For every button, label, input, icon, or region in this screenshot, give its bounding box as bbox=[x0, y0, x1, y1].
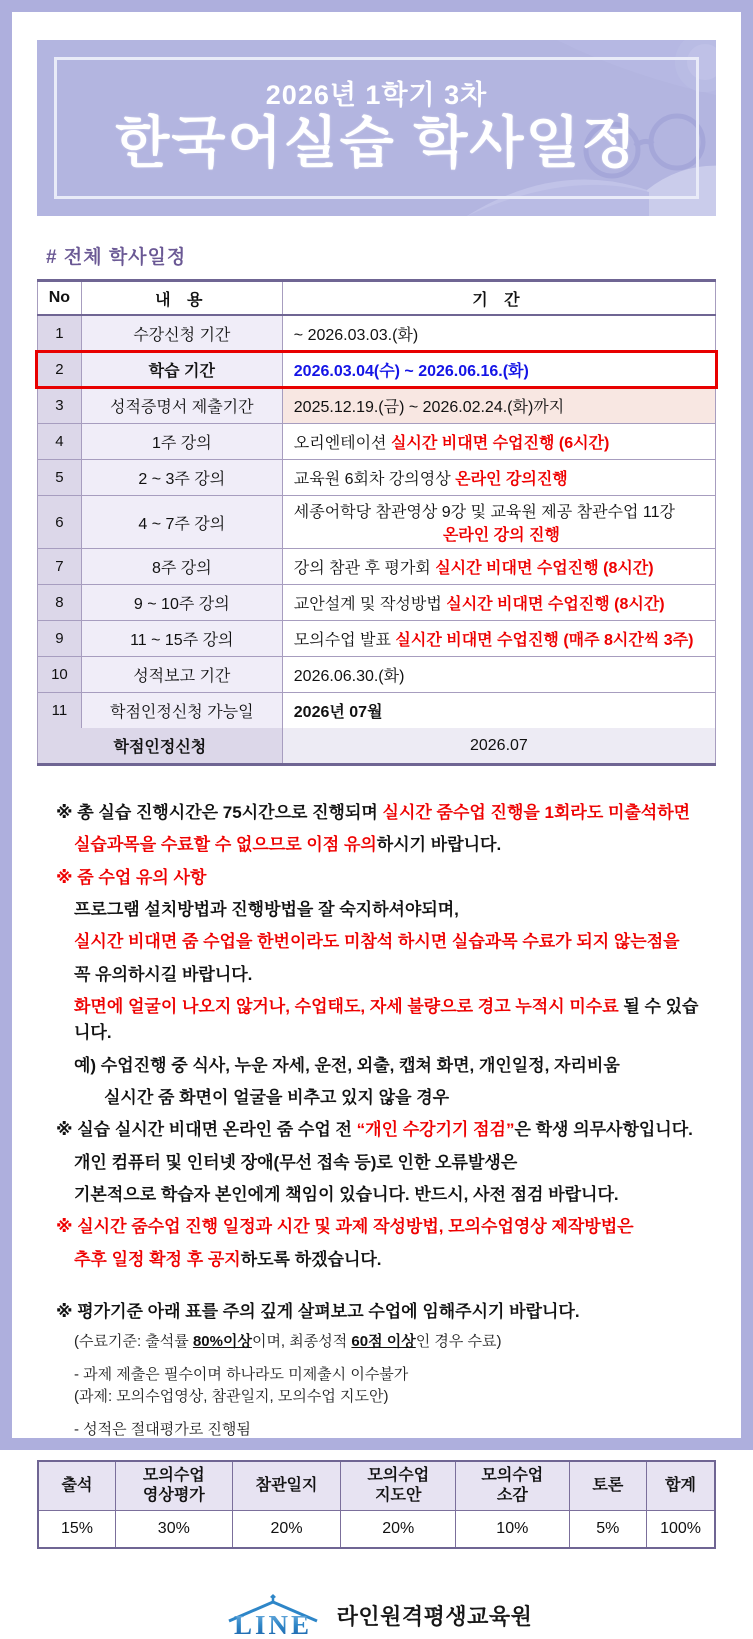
row-period bbox=[283, 693, 716, 728]
eval-header-cell bbox=[456, 1462, 569, 1510]
schedule-footer-row bbox=[37, 728, 716, 763]
note-line bbox=[56, 1214, 713, 1240]
eval-header-line: 모의수업 bbox=[481, 1466, 544, 1484]
note-segment: ※ 실시간 줌수업 진행 일정과 시간 및 과제 작성방법, 모의수업영상 제작방법은 bbox=[56, 1217, 634, 1237]
period-segment: 실시간 비대면 수업진행 (8시간) bbox=[446, 596, 665, 613]
note-line bbox=[56, 1182, 713, 1208]
eval-header-line: 영상평가 bbox=[142, 1486, 205, 1504]
evaluation-table bbox=[37, 1460, 716, 1549]
note-segment: 프로그램 설치방법과 진행방법을 잘 숙지하셔야되며, bbox=[74, 900, 459, 920]
note-segment: ※ 실습 실시간 비대면 온라인 줌 수업 전 bbox=[56, 1120, 357, 1140]
row-number: 7 bbox=[37, 549, 82, 584]
note-segment: 은 학생 의무사항입니다. bbox=[514, 1120, 693, 1140]
note-segment: 으로 진행되며 bbox=[274, 803, 383, 822]
schedule-row bbox=[37, 460, 716, 496]
note-line bbox=[56, 994, 713, 1047]
eval-header-line: 참관일지 bbox=[255, 1476, 318, 1494]
note-segment: (수료기준: 출석률 bbox=[74, 1332, 193, 1350]
row-content: 2 ~ 3주 강의 bbox=[82, 460, 283, 495]
row-content: 학점인정신청 가능일 bbox=[82, 693, 283, 728]
note-line bbox=[56, 832, 713, 858]
note-segment: 실시간 줌 화면이 얼굴을 비추고 있지 않을 경우 bbox=[104, 1088, 450, 1108]
row-period bbox=[283, 388, 716, 423]
evaluation-value-row bbox=[39, 1510, 714, 1547]
schedule-row bbox=[37, 621, 716, 657]
note-line bbox=[56, 1053, 713, 1079]
header-no: No bbox=[37, 282, 82, 314]
period-segment: 실시간 비대면 수업진행 (매주 8시간씩 3주) bbox=[395, 632, 694, 649]
page-title: 한국어실습 학사일정 bbox=[115, 110, 638, 174]
note-line bbox=[56, 1387, 713, 1407]
note-segment: 하시기 바랍니다. bbox=[376, 835, 502, 855]
row-content: 4 ~ 7주 강의 bbox=[82, 496, 283, 548]
eval-value-cell: 100% bbox=[647, 1511, 714, 1547]
note-line bbox=[56, 1117, 713, 1143]
row-number: 8 bbox=[37, 585, 82, 620]
period-text bbox=[294, 591, 709, 614]
note-line bbox=[56, 1085, 713, 1111]
eval-value-cell: 30% bbox=[116, 1511, 233, 1547]
note-segment: ※ 평가기준 아래 표를 주의 깊게 살펴보고 수업에 임해주시기 바랍니다. bbox=[56, 1302, 580, 1322]
schedule-row bbox=[37, 316, 716, 352]
period-line bbox=[294, 358, 709, 381]
note-segment: 하도록 하겠습니다. bbox=[240, 1249, 382, 1269]
period-segment: 2026년 07월 bbox=[293, 704, 383, 721]
note-segment: ※ 줌 수업 유의 사항 bbox=[56, 867, 207, 887]
period-segment: 2026.06.30.(화) bbox=[293, 668, 405, 685]
note-line bbox=[56, 897, 713, 923]
note-segment: (과제: 모의수업영상, 참관일지, 모의수업 지도안) bbox=[74, 1387, 389, 1405]
period-segment: 세종어학당 참관영상 9강 및 교육원 제공 참관수업 11강 bbox=[293, 504, 675, 521]
note-segment: 기본적으로 학습자 본인에게 책임이 있습니다. 반드시, 사전 점검 바랍니다. bbox=[74, 1185, 619, 1205]
row-period bbox=[283, 657, 716, 692]
period-segment: 2026.03.04(수) ~ 2026.06.16.(화) bbox=[293, 363, 529, 380]
row-content: 1주 강의 bbox=[82, 424, 283, 459]
period-line bbox=[294, 430, 709, 453]
row-period bbox=[283, 496, 716, 548]
note-segment: 실시간 비대면 줌 수업을 한번이라도 미참석 하시면 실습과목 수료가 되지 않는점을 bbox=[74, 932, 680, 952]
schedule-row bbox=[37, 693, 716, 728]
eval-header-line: 모의수업 bbox=[142, 1466, 205, 1484]
note-segment: 80%이상 bbox=[192, 1332, 252, 1350]
note-line bbox=[56, 1247, 713, 1273]
row-period bbox=[283, 549, 716, 584]
row-period bbox=[283, 424, 716, 459]
period-line bbox=[294, 627, 709, 650]
eval-header-cell bbox=[233, 1462, 342, 1510]
period-line bbox=[294, 499, 709, 522]
period-text bbox=[294, 430, 709, 453]
row-content: 성적보고 기간 bbox=[82, 657, 283, 692]
period-segment: 실시간 비대면 수업진행 (8시간) bbox=[435, 560, 654, 577]
evaluation-header-row bbox=[39, 1462, 714, 1510]
period-segment: ~ 2026.03.03.(화) bbox=[293, 327, 419, 344]
note-segment: 개인 컴퓨터 및 인터넷 장애(무선 접속 등)로 인한 오류발생은 bbox=[74, 1152, 518, 1172]
note-segment: 실습과목을 수료할 수 없으므로 이점 유의 bbox=[74, 835, 377, 855]
schedule-row bbox=[37, 549, 716, 585]
note-segment: 인 경우 수료) bbox=[415, 1332, 502, 1350]
period-segment: 교육원 6회차 강의영상 bbox=[293, 471, 456, 488]
footer-logo bbox=[12, 1593, 741, 1639]
footer-label: 학점인정신청 bbox=[37, 728, 283, 763]
schedule-table-body bbox=[37, 316, 716, 728]
row-content: 11 ~ 15주 강의 bbox=[82, 621, 283, 656]
line-logo-icon bbox=[221, 1593, 325, 1639]
note-line bbox=[56, 929, 713, 955]
row-number: 10 bbox=[37, 657, 82, 692]
note-line bbox=[56, 1332, 713, 1352]
note-segment: 이며, 최종성적 bbox=[251, 1332, 352, 1350]
period-line bbox=[294, 555, 709, 578]
eval-header-cell bbox=[647, 1462, 714, 1510]
period-segment: 온라인 강의진행 bbox=[455, 471, 568, 488]
note-segment: 예) 수업진행 중 식사, 누운 자세, 운전, 외출, 캡쳐 화면, 개인일정, 자리비움 bbox=[74, 1055, 620, 1075]
note-line bbox=[56, 962, 713, 988]
row-content: 9 ~ 10주 강의 bbox=[82, 585, 283, 620]
row-content: 학습 기간 bbox=[82, 352, 283, 387]
period-text bbox=[294, 358, 709, 381]
row-content: 성적증명서 제출기간 bbox=[82, 388, 283, 423]
footer-value: 2026.07 bbox=[283, 728, 716, 763]
period-text bbox=[294, 394, 709, 417]
eval-value-cell: 20% bbox=[233, 1511, 342, 1547]
org-name: 라인원격평생교육원 bbox=[336, 1604, 533, 1629]
eval-header-cell bbox=[341, 1462, 456, 1510]
period-text bbox=[294, 466, 709, 489]
section-heading: # 전체 학사일정 bbox=[46, 247, 187, 268]
eval-header-cell bbox=[570, 1462, 648, 1510]
schedule-header-row bbox=[37, 282, 716, 316]
title-banner bbox=[37, 40, 716, 216]
period-text bbox=[294, 322, 709, 345]
eval-header-line: 출석 bbox=[61, 1476, 93, 1494]
note-line bbox=[56, 1150, 713, 1176]
note-line bbox=[56, 1365, 713, 1385]
row-period bbox=[283, 621, 716, 656]
note-segment: 실시간 줌수업 진행을 1회라도 미출석하면 bbox=[382, 803, 691, 822]
schedule-row bbox=[37, 657, 716, 693]
note-segment: 꼭 유의하시길 바랍니다. bbox=[74, 964, 253, 984]
period-text bbox=[294, 699, 709, 722]
row-number: 3 bbox=[37, 388, 82, 423]
period-text bbox=[294, 663, 709, 686]
row-period bbox=[283, 460, 716, 495]
period-line2: 온라인 강의 진행 bbox=[442, 527, 560, 544]
period-segment: 2025.12.19.(금) ~ 2026.02.24.(화)까지 bbox=[293, 399, 565, 416]
schedule-row bbox=[37, 388, 716, 424]
note-segment: 60점 이상 bbox=[351, 1332, 416, 1350]
row-content: 수강신청 기간 bbox=[82, 316, 283, 351]
note-segment: 추후 일정 확정 후 공지 bbox=[74, 1249, 241, 1269]
period-segment: 오리엔테이션 bbox=[293, 435, 391, 452]
note-segment: 화면에 얼굴이 나오지 않거나, 수업태도, 자세 불량으로 경고 누적시 미수료 bbox=[74, 997, 619, 1017]
row-number: 4 bbox=[37, 424, 82, 459]
note-line bbox=[56, 800, 713, 826]
row-number: 6 bbox=[37, 496, 82, 548]
row-number: 11 bbox=[37, 693, 82, 728]
eval-header-line: 합계 bbox=[665, 1476, 696, 1494]
header-period: 기 간 bbox=[283, 282, 716, 314]
period-line bbox=[294, 322, 709, 345]
banner-subtitle: 2026년 1학기 3차 bbox=[265, 79, 488, 110]
row-number: 9 bbox=[37, 621, 82, 656]
row-period bbox=[283, 585, 716, 620]
eval-value-cell: 15% bbox=[39, 1511, 116, 1547]
period-line bbox=[294, 663, 709, 686]
period-segment: 모의수업 발표 bbox=[293, 632, 396, 649]
eval-header-cell bbox=[116, 1462, 233, 1510]
row-content: 8주 강의 bbox=[82, 549, 283, 584]
note-line bbox=[56, 865, 713, 891]
notes-section bbox=[56, 800, 713, 1440]
period-line bbox=[294, 591, 709, 614]
note-segment: 될 수 있습니다. bbox=[74, 997, 699, 1043]
row-number: 5 bbox=[37, 460, 82, 495]
period-segment: 교안설계 및 작성방법 bbox=[293, 596, 447, 613]
period-text bbox=[294, 499, 709, 545]
eval-value-cell: 10% bbox=[456, 1511, 569, 1547]
svg-text:LINE: LINE bbox=[233, 1609, 312, 1639]
note-segment: “개인 수강기기 점검” bbox=[356, 1120, 515, 1140]
schedule-row bbox=[37, 585, 716, 621]
row-period bbox=[283, 352, 716, 387]
schedule-row bbox=[37, 496, 716, 549]
note-segment: 75시간 bbox=[222, 803, 275, 822]
period-line bbox=[294, 466, 709, 489]
schedule-table bbox=[37, 279, 716, 766]
eval-header-cell bbox=[39, 1462, 116, 1510]
eval-value-cell: 20% bbox=[341, 1511, 456, 1547]
period-text bbox=[294, 627, 709, 650]
eval-header-line: 모의수업 bbox=[367, 1466, 430, 1484]
eval-value-cell: 5% bbox=[570, 1511, 648, 1547]
period-segment: 실시간 비대면 수업진행 (6시간) bbox=[390, 435, 610, 452]
row-period bbox=[283, 316, 716, 351]
note-line bbox=[56, 1299, 713, 1325]
schedule-row bbox=[37, 424, 716, 460]
note-segment: - 성적은 절대평가로 진행됨 bbox=[74, 1421, 251, 1438]
note-segment: ※ 총 실습 진행시간은 bbox=[56, 803, 223, 822]
period-text bbox=[294, 555, 709, 578]
schedule-row bbox=[37, 352, 716, 388]
eval-header-line: 소감 bbox=[496, 1486, 528, 1504]
header-content: 내 용 bbox=[82, 282, 283, 314]
period-line bbox=[294, 394, 709, 417]
row-number: 2 bbox=[37, 352, 82, 387]
eval-header-line: 지도안 bbox=[375, 1486, 422, 1504]
period-segment: 강의 참관 후 평가회 bbox=[293, 560, 436, 577]
eval-header-line: 토론 bbox=[592, 1476, 624, 1494]
period-line bbox=[294, 699, 709, 722]
note-line bbox=[56, 1420, 713, 1440]
row-number: 1 bbox=[37, 316, 82, 351]
note-segment: - 과제 제출은 필수이며 하나라도 미제출시 이수불가 bbox=[74, 1366, 409, 1383]
